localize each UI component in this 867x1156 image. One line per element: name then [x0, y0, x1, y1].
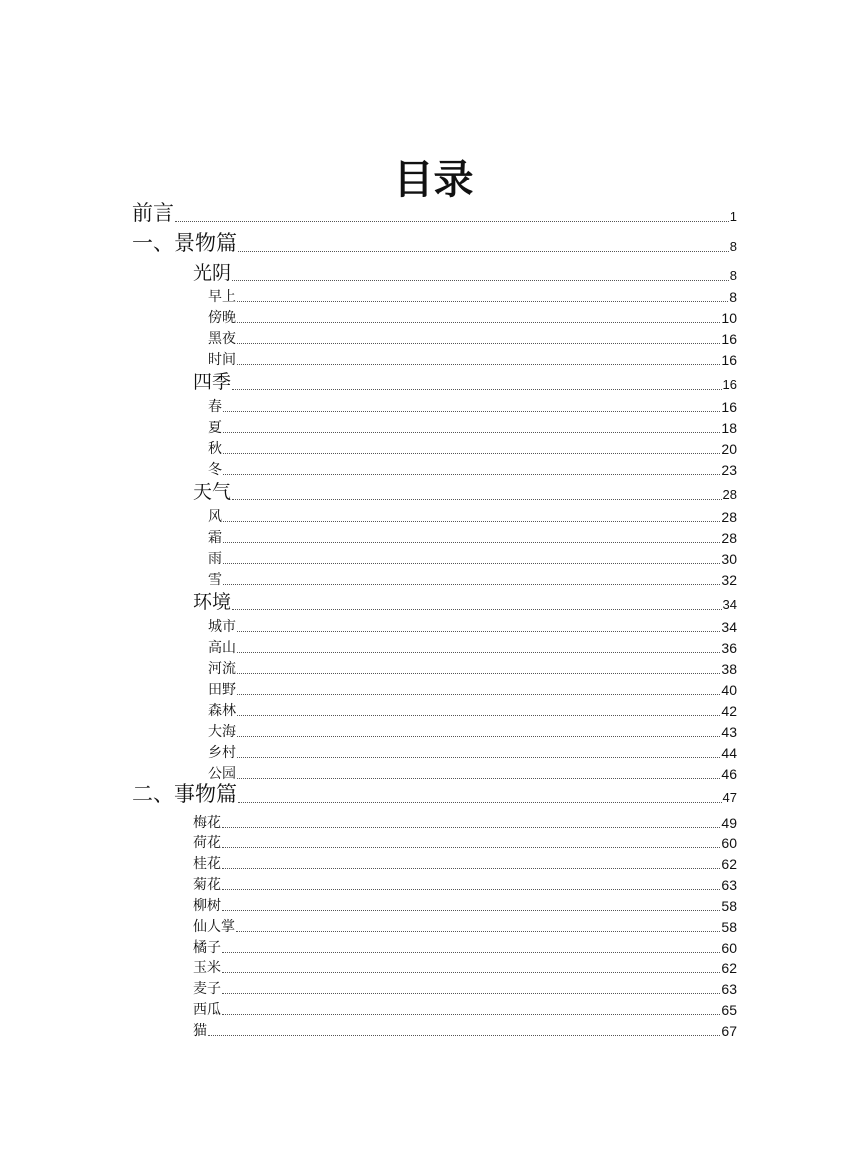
toc-entry-label: 橘子: [193, 940, 221, 956]
toc-entry-page-number: 1: [729, 209, 737, 224]
toc-entry[interactable]: [193, 918, 737, 936]
dot-leader: [222, 951, 720, 953]
toc-entry-page-number: 28: [722, 487, 737, 502]
toc-entry-page-number: 16: [721, 331, 737, 347]
toc-entry-page-number: 34: [721, 619, 737, 635]
toc-entry-label: 黑夜: [208, 331, 236, 347]
dot-leader: [237, 651, 720, 653]
toc-entry-page-number: 58: [721, 919, 737, 935]
toc-entry-label: 早上: [208, 289, 236, 305]
toc-entry[interactable]: [208, 309, 737, 327]
dot-leader: [222, 992, 720, 994]
toc-entry-label: 玉米: [193, 960, 221, 976]
toc-entry[interactable]: [208, 461, 737, 479]
toc-entry-page-number: 63: [721, 877, 737, 893]
dot-leader: [223, 473, 720, 475]
dot-leader: [223, 431, 720, 433]
toc-entry[interactable]: [132, 781, 737, 807]
toc-entry-label: 时间: [208, 352, 236, 368]
dot-leader: [208, 1034, 720, 1036]
dot-leader: [223, 410, 720, 412]
dot-leader: [237, 777, 720, 779]
toc-entry-label: 天气: [193, 481, 232, 503]
toc-entry-label: 城市: [208, 619, 236, 635]
dot-leader: [222, 846, 720, 848]
toc-entry-page-number: 16: [722, 377, 737, 392]
dot-leader: [238, 250, 729, 252]
toc-entry[interactable]: [193, 261, 737, 285]
toc-entry-page-number: 18: [721, 420, 737, 436]
dot-leader: [223, 541, 720, 543]
dot-leader: [222, 971, 720, 973]
toc-entry-page-number: 28: [721, 509, 737, 525]
toc-entry-page-number: 60: [721, 940, 737, 956]
toc-entry-page-number: 36: [721, 640, 737, 656]
toc-entry-label: 春: [208, 399, 222, 415]
toc-entry-page-number: 49: [721, 815, 737, 831]
dot-leader: [237, 321, 720, 323]
toc-entry-label: 森林: [208, 703, 236, 719]
toc-entry[interactable]: [208, 744, 737, 762]
dot-leader: [237, 756, 720, 758]
toc-entry[interactable]: [208, 330, 737, 348]
toc-entry-page-number: 20: [721, 441, 737, 457]
toc-entry-page-number: 28: [721, 530, 737, 546]
toc-entry-label: 傍晚: [208, 310, 236, 326]
toc-entry[interactable]: [193, 855, 737, 873]
page-title: 目录: [393, 157, 474, 203]
dot-leader: [232, 608, 722, 610]
toc-entry-label: 柳树: [193, 898, 221, 914]
toc-entry-label: 公园: [208, 766, 236, 782]
toc-entry[interactable]: [193, 480, 737, 504]
toc-entry[interactable]: [193, 834, 737, 852]
toc-entry[interactable]: [193, 814, 737, 832]
toc-entry[interactable]: [193, 959, 737, 977]
toc-entry[interactable]: [193, 980, 737, 998]
toc-entry-label: 桂花: [193, 856, 221, 872]
dot-leader: [175, 220, 729, 222]
toc-entry[interactable]: [208, 508, 737, 526]
dot-leader: [237, 300, 728, 302]
toc-entry-label: 四季: [193, 371, 232, 393]
toc-entry-page-number: 40: [721, 682, 737, 698]
toc-entry[interactable]: [208, 288, 737, 306]
toc-entry-page-number: 58: [721, 898, 737, 914]
toc-entry-page-number: 30: [721, 551, 737, 567]
toc-entry-label: 前言: [132, 201, 174, 225]
toc-entry-label: 光阴: [193, 262, 232, 284]
toc-entry-label: 麦子: [193, 981, 221, 997]
toc-entry-label: 菊花: [193, 877, 221, 893]
dot-leader: [238, 801, 722, 803]
toc-entry-label: 田野: [208, 682, 236, 698]
toc-entry-label: 西瓜: [193, 1002, 221, 1018]
dot-leader: [237, 342, 720, 344]
toc-entry-page-number: 46: [721, 766, 737, 782]
dot-leader: [222, 909, 720, 911]
toc-entry-label: 环境: [193, 591, 232, 613]
toc-entry-page-number: 60: [721, 835, 737, 851]
toc-entry[interactable]: [193, 1001, 737, 1019]
dot-leader: [232, 388, 722, 390]
toc-entry-label: 风: [208, 509, 222, 525]
toc-entry-page-number: 16: [721, 352, 737, 368]
dot-leader: [223, 583, 720, 585]
toc-entry[interactable]: [208, 723, 737, 741]
toc-entry-label: 一、景物篇: [132, 231, 237, 255]
dot-leader: [223, 452, 720, 454]
toc-entry-label: 荷花: [193, 835, 221, 851]
toc-entry-page-number: 8: [729, 239, 737, 254]
toc-entry[interactable]: [208, 639, 737, 657]
toc-entry[interactable]: [208, 681, 737, 699]
toc-entry-page-number: 42: [721, 703, 737, 719]
toc-entry[interactable]: [208, 702, 737, 720]
toc-entry[interactable]: [193, 876, 737, 894]
toc-entry[interactable]: [193, 590, 737, 614]
toc-entry-page-number: 65: [721, 1002, 737, 1018]
toc-entry[interactable]: [208, 398, 737, 416]
toc-entry[interactable]: [132, 230, 737, 256]
toc-entry[interactable]: [208, 550, 737, 568]
dot-leader: [237, 735, 720, 737]
dot-leader: [236, 930, 720, 932]
toc-entry-label: 雨: [208, 551, 222, 567]
dot-leader: [222, 867, 720, 869]
dot-leader: [237, 672, 720, 674]
toc-entry-label: 霜: [208, 530, 222, 546]
toc-entry-page-number: 62: [721, 960, 737, 976]
dot-leader: [222, 1013, 720, 1015]
toc-entry-label: 高山: [208, 640, 236, 656]
toc-entry[interactable]: [193, 1022, 737, 1040]
toc-entry-page-number: 44: [721, 745, 737, 761]
toc-entry[interactable]: [208, 618, 737, 636]
dot-leader: [232, 498, 722, 500]
toc-entry-page-number: 10: [721, 310, 737, 326]
toc-entry-label: 猫: [193, 1023, 207, 1039]
toc-entry-page-number: 38: [721, 661, 737, 677]
toc-entry-page-number: 47: [722, 790, 737, 805]
toc-entry-page-number: 23: [721, 462, 737, 478]
toc-entry-label: 冬: [208, 462, 222, 478]
toc-entry-page-number: 63: [721, 981, 737, 997]
dot-leader: [237, 630, 720, 632]
toc-entry-page-number: 32: [721, 572, 737, 588]
toc-entry-page-number: 8: [729, 289, 737, 305]
toc-entry-page-number: 62: [721, 856, 737, 872]
toc-entry-page-number: 8: [729, 268, 737, 283]
toc-entry-page-number: 16: [721, 399, 737, 415]
toc-entry[interactable]: [208, 419, 737, 437]
dot-leader: [222, 888, 720, 890]
toc-entry-label: 河流: [208, 661, 236, 677]
toc-entry-page-number: 43: [721, 724, 737, 740]
toc-entry-page-number: 34: [722, 597, 737, 612]
toc-entry[interactable]: [132, 200, 737, 226]
toc-entry[interactable]: [193, 939, 737, 957]
toc-entry-label: 大海: [208, 724, 236, 740]
toc-entry-label: 秋: [208, 441, 222, 457]
toc-entry-label: 二、事物篇: [132, 782, 237, 806]
toc-entry[interactable]: [208, 440, 737, 458]
toc-entry[interactable]: [193, 897, 737, 915]
toc-entry-label: 乡村: [208, 745, 236, 761]
dot-leader: [223, 520, 720, 522]
toc-entry-label: 梅花: [193, 815, 221, 831]
toc-entry[interactable]: [208, 571, 737, 589]
toc-entry-label: 雪: [208, 572, 222, 588]
toc-entry[interactable]: [208, 529, 737, 547]
toc-entry[interactable]: [208, 660, 737, 678]
dot-leader: [222, 826, 720, 828]
toc-entry[interactable]: [193, 370, 737, 394]
dot-leader: [237, 714, 720, 716]
dot-leader: [237, 363, 720, 365]
toc-entry-label: 夏: [208, 420, 222, 436]
dot-leader: [237, 693, 720, 695]
toc-entry-page-number: 67: [721, 1023, 737, 1039]
dot-leader: [223, 562, 720, 564]
dot-leader: [232, 279, 729, 281]
toc-entry[interactable]: [208, 351, 737, 369]
toc-entry-label: 仙人掌: [193, 919, 235, 935]
